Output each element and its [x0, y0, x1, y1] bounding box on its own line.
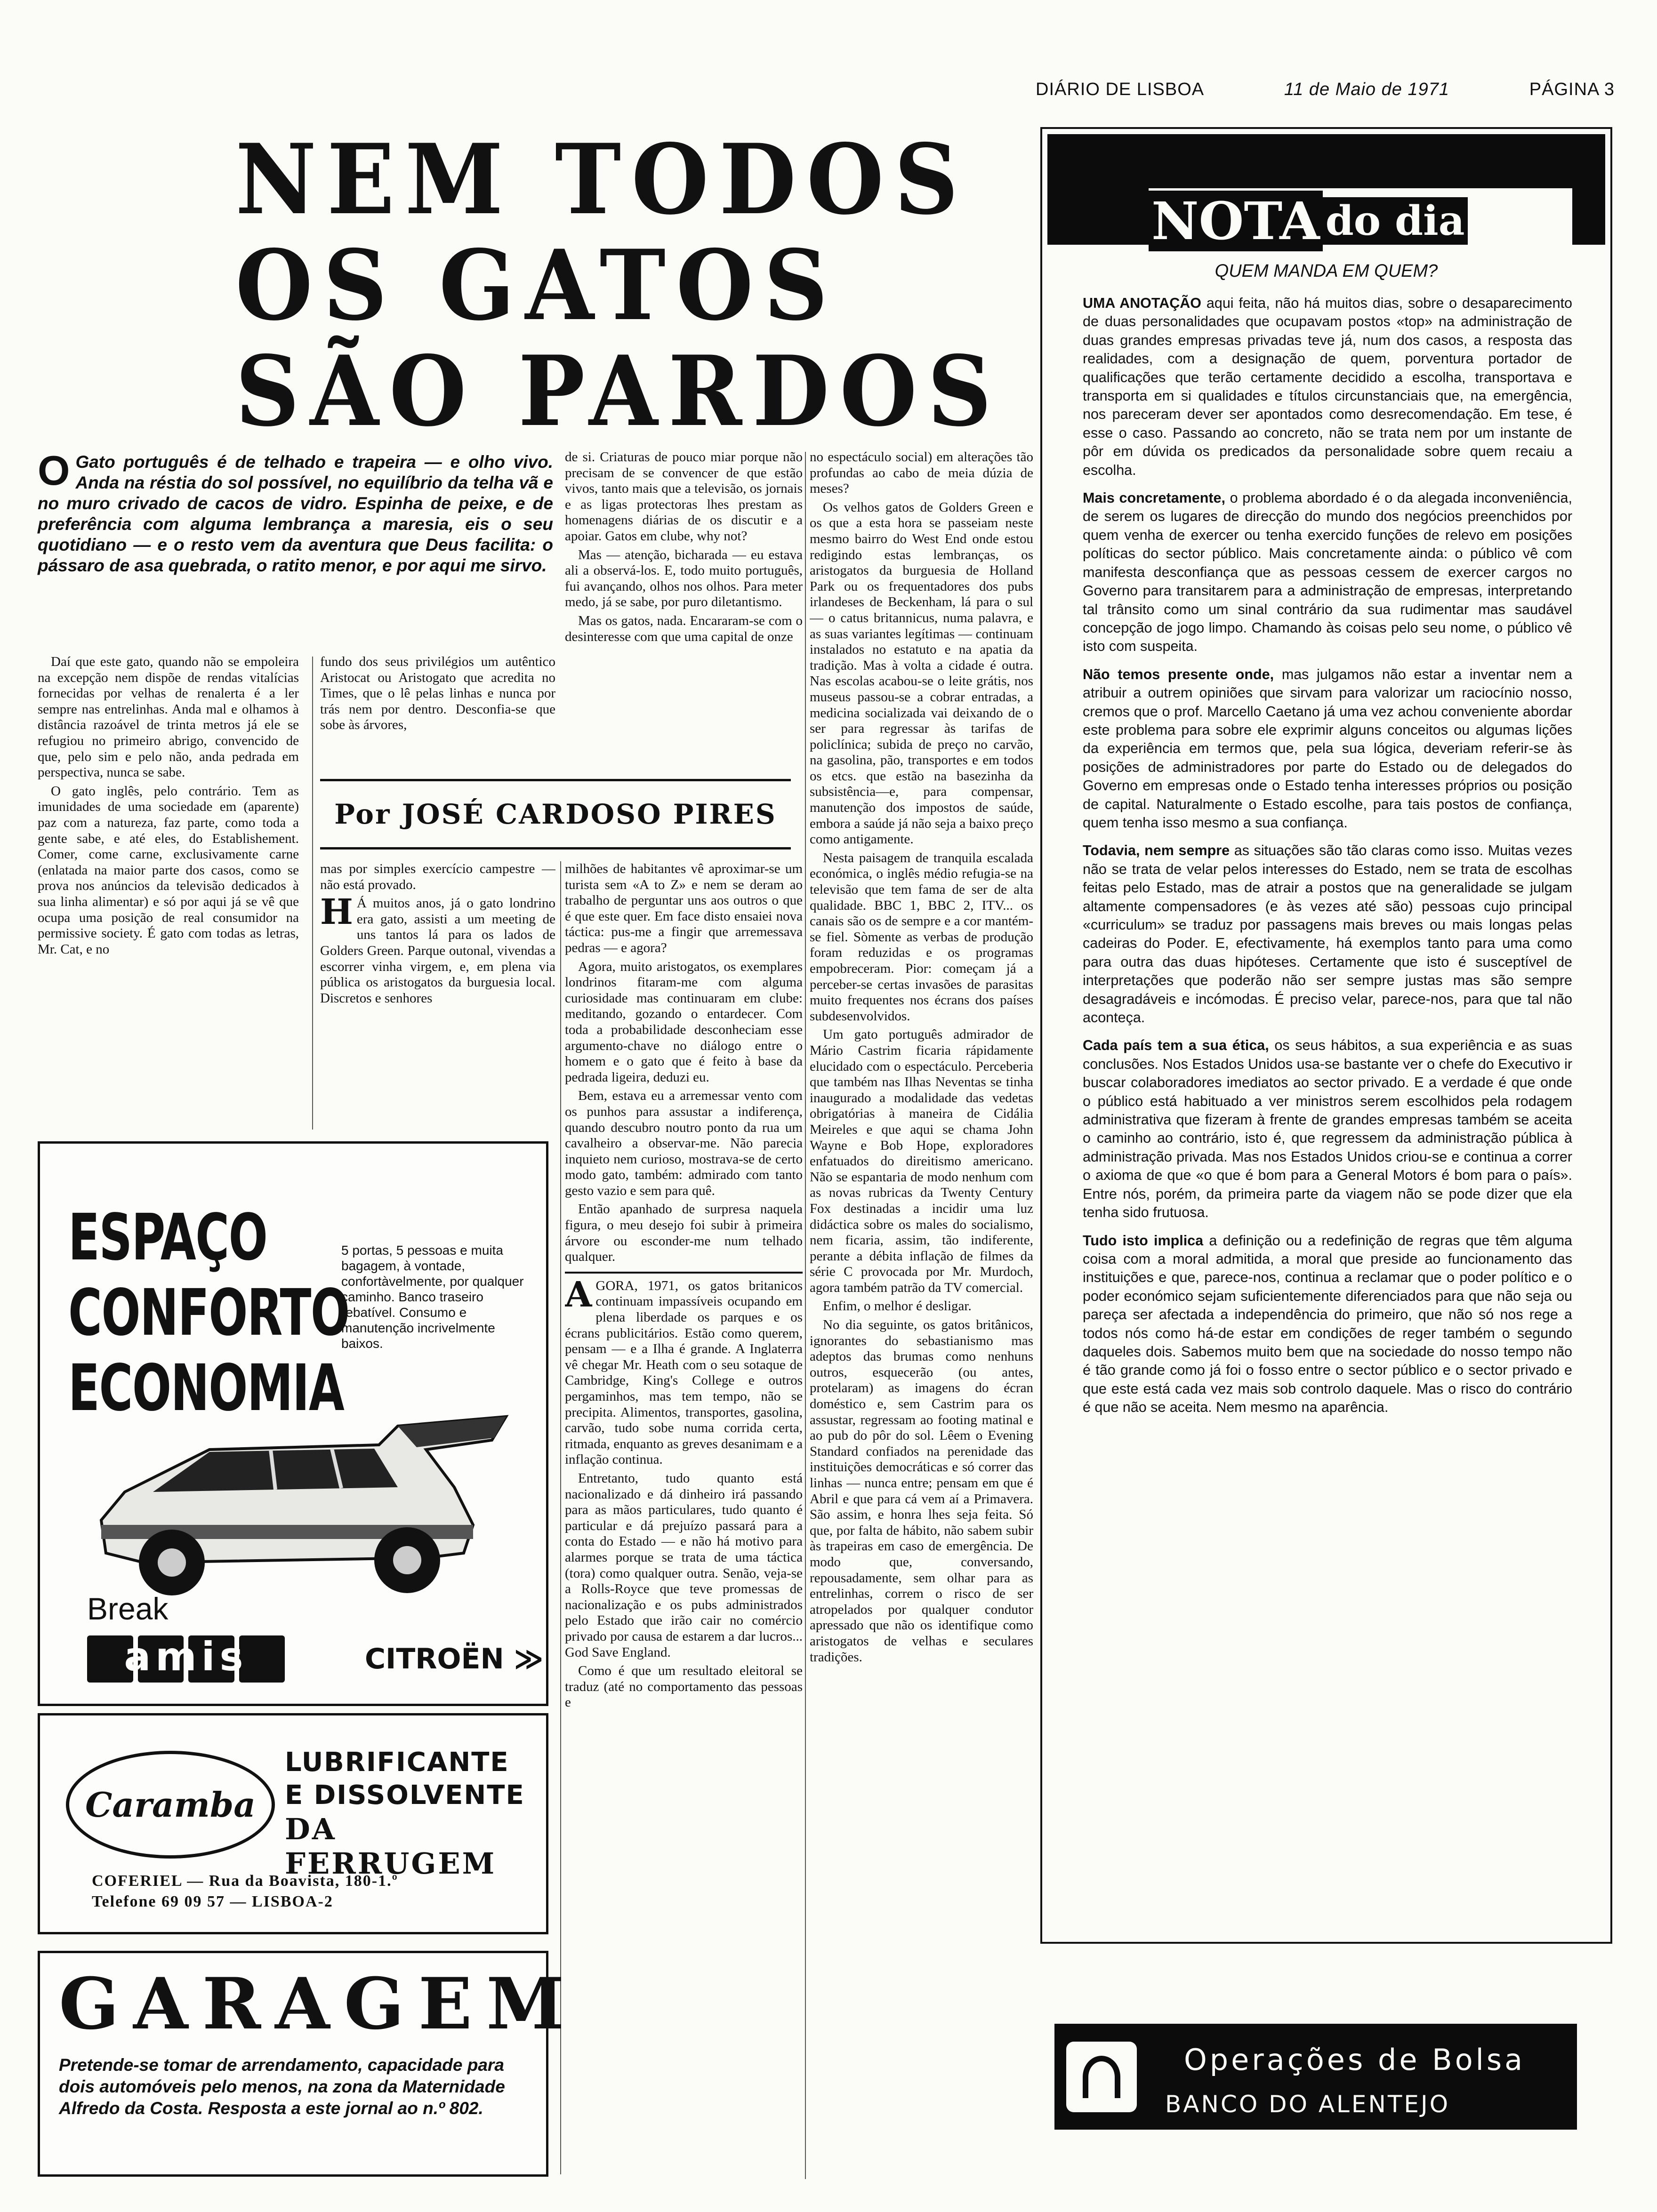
caramba-advertisement	[38, 1713, 548, 1934]
section-paragraph	[320, 892, 555, 1006]
article-column-3-bottom	[565, 861, 803, 2179]
article-column-4	[810, 449, 1033, 2181]
nota-paragraph	[1083, 842, 1572, 1027]
brand-text: CITROËN	[365, 1643, 504, 1675]
model-name: amis	[124, 1634, 248, 1680]
logo-do-dia: do dia	[1323, 197, 1468, 245]
brand-name	[365, 1643, 543, 1675]
article-column-2-bottom	[320, 861, 555, 1134]
headline-line-1: NEM TODOS	[235, 123, 969, 236]
product-line: LUBRIFICANTE	[285, 1747, 509, 1778]
nota-lead: Mais concretamente,	[1083, 490, 1225, 506]
paragraph: no espectáculo social) em alterações tão profundas ao cabo de meia dúzia de meses?	[810, 449, 1033, 497]
nota-lead: Não temos presente onde,	[1083, 666, 1274, 682]
paragraph: Enfim, o melhor é desligar.	[823, 1298, 972, 1314]
headline	[235, 123, 1002, 448]
lede-dropcap: O	[38, 447, 70, 494]
banco-alentejo-advertisement	[1054, 2024, 1577, 2130]
paragraph: Os velhos gatos de Golders Green e os que a esta hora se passeiam neste mesmo bairro do West End onde estou redigindo estas lembranças, os aristogatos da burguesia de Holland Park ou os frequentadores dos pubs irlandeses de Beckenham, lá para o sul — o catus britannicus, numa palavra, e as suas variantes legítimas — continuam instalados no estatuto e na apatia da tradição. Mas à volta a cidade é outra. Nas escolas acabou-se o leite grátis, nos museus passou-se a cobrar entradas, a medicina socializada vai deixando de o ser para regressar às tarifas de policlínica; subida de preço no carvão, na gasolina, pão, transportes e em todos os etcs. que estão na basezinha da subsistência—e, para compensar, manutenção dos impostos de saúde, embora a saúde já não seja a baixo preço como antigamente.	[810, 499, 1033, 847]
paragraph: O gato inglês, pelo contrário. Tem as imunidades de uma sociedade em (aparente) paz com a natureza, faz parte, como toda a gente sabe, e até eles, do Establishement. Comer, come carne, exclusivamente carne (enlatada na maior parte dos casos, como se prova nos anúncios da televisão dedicados à sua linha alimentar) e só por aqui já se vê que ocupa uma posição de real consumidor na permissive society. É gato com todas as letras, Mr. Cat, e no	[38, 783, 299, 957]
nota-paragraph	[1083, 1036, 1572, 1222]
company-address: COFERIEL — Rua da Boavista, 180-1.º	[92, 1872, 398, 1890]
lede-text: Gato português é de telhado e trapeira — e olho vivo. Anda na réstia do sol possível, no equilíbrio da telha vã e no muro crivado de cacos de vidro. Espinha de peixe, e de preferência com alguma lembrança a maresia, eis o seu quotidiano — e o resto vem da aventura que Deus facilita: o pássaro de asa quebrada, o ratito menor, e por aqui me sirvo.	[38, 452, 553, 575]
article-column-2-top	[320, 654, 555, 762]
paragraph: Entretanto, tudo quanto está nacionalizado e dá dinheiro irá passando para as mãos particulares, tudo quanto é particular e dá prejuízo passará para a conta do Estado — e não há motivo para alarmes porque se trata de uma táctica (tora) como qualquer outra. Senão, veja-se a Rolls-Royce que teve promessas de nacionalização e os pubs administrados pelo Estado que irão cair no comércio privado por causa de estarem a dar lucros... God Save England.	[565, 1470, 803, 1660]
nota-lead: Todavia, nem sempre	[1083, 842, 1230, 859]
column-rule	[312, 657, 313, 1130]
nota-body: aqui feita, não há muitos dias, sobre o desaparecimento de duas personalidades que ocupavam postos «top» na administração de duas grandes empresas privadas teve já, num dos casos, a resposta das realidades, com a designação de quem, porventura portador de qualificações que terão certamente decidido a escolha, transportava e transporta em si qualidades e títulos circunstanciais que, na emergência, nos pareceram dever ser apontados como desrecomendação. Em tese, é esse o caso. Passando ao concreto, não se trata nem por um instante de pôr em dúvida os predicados da personalidade sobre quem recaiu a escolha.	[1083, 295, 1573, 478]
bank-logo-icon	[1066, 2042, 1137, 2112]
bank-name: BANCO DO ALENTEJO	[1165, 2091, 1450, 2118]
paragraph: Um gato português admirador de Mário Castrim ficaria rápidamente elucidado com o espectáculo. Perceberia que também nas Ilhas Neventas se tinha inaugurado a modalidade das vedetas obrigatórias à maneira de Cidália Meireles e que aqui se chama John Wayne e Bob Hope, exploradores enfatuados do direitismo americano. Não se espantaria de modo nenhum com as novas rubricas da Twenty Century Fox destinadas a incidir uma luz didáctica sobre os males do socialismo, nem ficaria, assim, tão indiferente, perante a débita inflação de filmes da série C provocada por Mr. Murdoch, agora também patrão da TV comercial.	[810, 1027, 1033, 1295]
paragraph: de si. Criaturas de pouco miar porque não precisam de se convencer de que estão vivos, tanto mais que a televisão, os jornais e as ligas protectoras lhes prestam as homenagens diárias de os discutir e a apoiar. Gatos em clube, why not?	[565, 449, 803, 544]
product-line-3: DA FERRUGEM	[285, 1812, 497, 1881]
slogan-line: ESPAÇO	[68, 1201, 267, 1275]
article-lede	[38, 447, 553, 576]
paragraph: Mas os gatos, nada. Encararam-se com o desinteresse com que uma capital de onze	[565, 613, 803, 644]
caramba-logo: Caramba	[66, 1751, 275, 1859]
ad-slogan	[68, 1200, 349, 1426]
company-phone: Telefone 69 09 57 — LISBOA-2	[92, 1893, 333, 1910]
paragraph: Bem, estava eu a arremessar vento com os punhos para assustar a indiferença, quando descubro noutro ponto da rua um cavalheiro a observar-me. Não parecia inquieto nem curioso, mostrava-se de certo modo gato, também: admirado com tanto gesto vazio e sem para quê.	[565, 1088, 803, 1198]
paragraph: Como é que um resultado eleitoral se traduz (até no comportamento das pessoas e	[565, 1663, 803, 1710]
column-rule	[805, 452, 806, 2179]
paragraph: mas por simples exercício campestre — não está provado.	[320, 861, 555, 892]
paragraph: milhões de habitantes vê aproximar-se um turista sem «A to Z» e nem se deram ao trabalho de perguntar uns aos outros o que é que este quer. Em face disto ensaiei nova táctica: pus-me a fingir que arremessava pedras — e agora?	[565, 861, 803, 955]
paragraph: Então apanhado de surpresa naquela figura, o meu desejo foi subir à primeira árvore ou esconder-me num telhado qualquer.	[565, 1202, 803, 1265]
newspaper-name: DIÁRIO DE LISBOA	[1036, 79, 1205, 99]
citroen-advertisement	[38, 1141, 548, 1706]
headline-line-2: OS GATOS	[235, 229, 838, 342]
section-dropcap: A	[565, 1274, 592, 1315]
chevron-icon: ≫	[514, 1643, 544, 1675]
paragraph: Nesta paisagem de tranquila escalada económica, o inglês médio refugia-se na televisão que tem fama de ser de alta qualidade. BBC 1, BBC 2, ITV... os canais são os de sempre e a cor mantém-se fiel. Sòmente as verbas de produção foram reduzidas e os programas empobreceram. Pior: começam já a perceber-se certas invasões de parasitas muito frequentes nos écrans dos países subdesenvolvidos.	[810, 850, 1033, 1024]
nota-do-dia-logo	[1149, 191, 1572, 251]
paragraph: Mas — atenção, bicharada — eu estava ali a observá-los. E, todo muito português, fui avançando, olhos nos olhos. Para meter medo, já se sabe, por puro diletantismo.	[565, 547, 803, 610]
byline: Por JOSÉ CARDOSO PIRES	[320, 779, 791, 850]
nota-body: os seus hábitos, a sua experiência e as suas conclusões. Nos Estados Unidos usa-se bastante ver o chefe do Executivo ir buscar colaboradores imediatos ao sector privado. E a verdade é que onde o público está habituado a ver ministros serem escolhidos pela rodagem administrativa que fizeram à frente de grandes empresas também se aceita o caminho ao contrário, isto é, que regressem da administração pública à administração privada. Mas nos Estados Unidos criou-se e continua a correr o axioma de que «o que é bom para a General Motors é bom para o país». Entre nós, porém, da primeira parte da viagem não se pode dizer que ela tenha sido frutuosa.	[1083, 1037, 1573, 1221]
section-text: GORA, 1971, os gatos britanicos continuam impassíveis ocupando em plena liberdade os parques e os écrans publicitários. Estão como querem, pensam — e a Ilha é grande. A Inglaterra vê chegar Mr. Heath com o seu sotaque de Cambridge, King's College e outros pergaminhos, mas tem tempo, não se precipita. Alimentos, transportes, gasolina, carvão, tudo sobe numa corrida certa, ritmada, enquanto as greves desanimam e a inflação continua.	[565, 1278, 803, 1467]
ad-copy: 5 portas, 5 pessoas e muita bagagem, à vontade, confortàvelmente, por qualquer caminho. Banco traseiro rebatível. Consumo e manutenção incrivelmente baixos.	[341, 1243, 524, 1351]
article-column-1	[38, 654, 299, 1130]
nota-text	[1083, 294, 1572, 1427]
nota-subtitle: QUEM MANDA EM QUEM?	[1215, 261, 1438, 281]
slogan-line: CONFORTO	[68, 1276, 349, 1350]
nota-body: mas julgamos não estar a inventar nem a atribuir a outrem opiniões que sirvam para valorizar um raciocínio nosso, cremos que o prof. Marcello Caetano já uma vez achou conveniente abordar este problema para sobre ele exprimir alguns conceitos ou algumas lições da experiência em termos que, pela sua lógica, deveriam referir-se às posições de administradores por parte do Estado ou de delegados do Governo em empresas onde o Estado tenha interesses próprios ou posição de capital. Naturalmente o Estado escolhe, para tais postos de confiança, quem tenha isso mesmo a sua confiança.	[1083, 666, 1572, 831]
paragraph: Daí que este gato, quando não se empoleira na excepção nem dispõe de rendas vitalícias fornecidas por velhas de renalerta é a ler sempre nas entrelinhas. Anda mal e olhamos à distância razoável de trinta metros já ele se refugiou no primeiro abrigo, convencido de que, pelo sim e pelo não, anda pedrada em perspectiva, nunca se sabe.	[38, 654, 299, 780]
classified-text: Pretende-se tomar de arrendamento, capacidade para dois automóveis pelo menos, na zona da Maternidade Alfredo da Costa. Resposta a este jornal ao n.º 802.	[59, 2055, 505, 2118]
nota-body: a definição ou a redefinição de regras que têm alguma coisa com a moral admitida, a moral que preside ao funcionamento das instituições e que, parece-nos, continua a reclamar que o poder político e o poder económico sejam suficientemente diferenciados para que não seja ou pareça ser afectada a independência do primeiro, que não só nos rege a todos nós como há-de estar em condições de reger também o segundo daqueles dois. Sabemos muito bem que na sociedade do nosso tempo não é tão grande como já foi o fosso entre o sector público e o sector privado e que este está cada vez mais sob controlo daquele. Mas o risco do contrário é que não se aceita. Nem mesmo na aparência.	[1083, 1232, 1573, 1416]
nota-lead: Tudo isto implica	[1083, 1232, 1204, 1249]
section-paragraph	[565, 1274, 803, 1468]
garagem-classified	[38, 1951, 579, 2177]
issue-date: 11 de Maio de 1971	[1284, 79, 1449, 99]
nota-body: as situações são tão claras como isso. Muitas vezes não se trata de velar pelos interesses do Estado, nem se trata de escolhas feitas pelo Estado, mas de atrair a postos que na generalidade se julgam altamente compensadores (e às vezes até são) pessoas cujo principal «curriculum» se traduz por passagens mais breves ou mais longas pelas cadeiras do Poder. E, efectivamente, há exemplos tanto para uma como para outra das duas hipóteses. Certamente que isto é susceptível de interpretações que poderão não ser sempre justas mas são sempre desagradáveis e incómodas. É preciso velar, parece-nos, para que tal não aconteça.	[1083, 842, 1572, 1026]
nota-paragraph	[1083, 489, 1572, 656]
model-variant: Break	[87, 1591, 169, 1626]
article-column-3-top	[565, 449, 803, 760]
classified-title: GARAGEM	[59, 1963, 579, 2045]
headline-line-3: SÃO PARDOS	[235, 335, 1002, 448]
page-number: PÁGINA 3	[1529, 79, 1615, 99]
paragraph: No dia seguinte, os gatos britânicos, ignorantes do sebastianismo mas adeptos das brumas como nenhuns outros, esquecerão (ou antes, protelaram) as imagens do écran doméstico e, sem Castrim para os assustar, regressam ao footing matinal e ao pub do pôr do sol. Lêem o Evening Standard confiados na perenidade das instituições democráticas e só correr das linhas — nunca entre; pensam em que é Abril e que para cá vem aí a Primavera. São assim, e honra lhes seja feita. Só que, por falta de hábito, não sabem subir às trapeiras em caso de emergência. De modo que, conversando, repousadamente, sem olhar para as entrelinhas, correm o risco de ser atropelados por qualquer condutor apressado que não os identifique como aristogatos de velhas e seculares tradições.	[810, 1317, 1033, 1665]
slogan-line: ECONOMIA	[68, 1351, 344, 1426]
logo-nota: NOTA	[1149, 191, 1323, 251]
product-description	[285, 1746, 525, 1812]
masthead	[1036, 75, 1615, 104]
section-text: Á muitos anos, já o gato londrino era gato, assisti a um meeting de uns tantos lá para os lados de Golders Green. Parque outonal, vivendas a escorrer vinha virgem, e, em plena via pública os aristogatos da burguesia local. Discretos e senhores	[320, 896, 555, 1006]
car-illustration	[68, 1398, 520, 1605]
nota-paragraph	[1083, 1232, 1572, 1417]
section-divider	[565, 1272, 803, 1274]
ad-line-1: Operações de Bolsa	[1184, 2043, 1526, 2077]
nota-paragraph	[1083, 294, 1572, 480]
section-dropcap: H	[320, 892, 353, 933]
company-contact	[92, 1871, 398, 1912]
nota-lead: Cada país tem a sua ética,	[1083, 1037, 1269, 1054]
nota-body: o problema abordado é o da alegada inconveniência, de serem os lugares de direcção do mundo dos negócios preenchidos por quem venha de exercer ou tenha exercido funções de relevo em posições políticas do sector público. Mais concretamente ainda: o público vê com manifesta desconfiança que as pessoas cessem de exercer cargos no Governo para transitarem para a administração de empresas, interpretando tal trânsito como um sinal contrário da sua rudimentar mas saudável concepção de jogo limpo. Chamando às coisas pelo seu nome, o público vê isto com suspeita.	[1083, 490, 1572, 655]
paragraph: fundo dos seus privilégios um autêntico Aristocat ou Aristogato que acredita no Times, que o lê pelas linhas e nunca por trás nem por dentro. Desconfia-se que sobe às árvores,	[320, 654, 555, 733]
paragraph: Agora, muito aristogatos, os exemplares londrinos fitaram-me com alguma curiosidade mas continuaram em clube: meditando, gozando o entardecer. Com toda a probabilidade desconheciam esse argumento-chave no diálogo entre o homem e o gato que é feito à base da pedrada ligeira, deduzi eu.	[565, 959, 803, 1085]
nota-lead: UMA ANOTAÇÃO	[1083, 295, 1202, 311]
product-line: E DISSOLVENTE	[285, 1780, 525, 1811]
nota-paragraph	[1083, 665, 1572, 833]
